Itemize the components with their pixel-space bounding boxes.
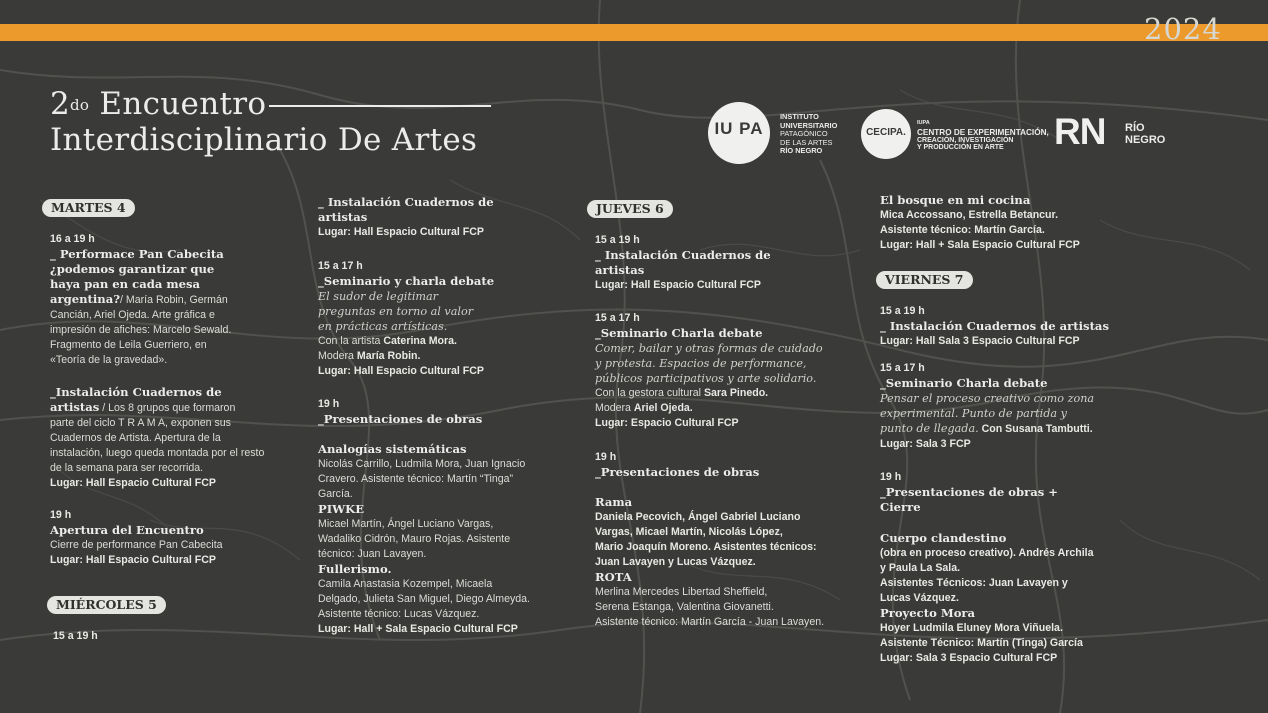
rn-logo-icon: RN (1054, 111, 1106, 152)
page-title (50, 86, 491, 158)
event-performance: 16 a 19 h _ Performace Pan Cabecita ¿podemos garantizar que haya pan en cada mesa argentina?/ María Robin, Germán Cancián, Ariel Ojeda. Arte gráfica e impresión de afiches: Marcelo Sewald. Fragmento de Leila Guerriero, en «Teoría de la gravedad». (50, 233, 232, 366)
title-ordinal-suffix: do (70, 96, 90, 114)
title-line-2: Interdisciplinario De Artes (50, 122, 478, 158)
miercoles-time: 15 a 19 h (53, 630, 98, 642)
rn-logo-text: RÍO NEGRO (1125, 122, 1166, 146)
title-word: Encuentro (99, 86, 267, 122)
column-jueves (587, 198, 673, 218)
accent-bar (0, 24, 1268, 41)
event-apertura: 19 h Apertura del Encuentro Cierre de performance Pan Cabecita Lugar: Hall Espacio Cultural FCP (50, 509, 223, 566)
event-instalacion-miercoles: _ Instalación Cuadernos de artistas Lugar: Hall Espacio Cultural FCP (318, 195, 494, 238)
cecipa-logo-text: IUPA CENTRO DE EXPERIMENTACIÓN, CREACIÓN, INVESTIGACIÓN Y PRODUCCIÓN EN ARTE (917, 120, 1049, 151)
event-presentaciones-miercoles: 19 h _Presentaciones de obras (318, 398, 483, 426)
works-jueves: Rama Daniela Pecovich, Ángel Gabriel Luciano Vargas, Micael Martín, Nicolás López, Mario Joaquín Moreno. Asistentes técnicos: Juan Lavayen y Lucas Vázquez. ROTA Merlina Mercedes Libertad Sheffield, Serena Estanga, Valentina Giovanetti. Asistente técnico: Martín García - Juan Lavayen. (595, 495, 825, 628)
day-badge-jueves: JUEVES 6 (587, 200, 673, 218)
event-presentaciones-jueves: 19 h _Presentaciones de obras (595, 451, 760, 479)
column-miercoles (47, 594, 166, 614)
title-line-1 (50, 86, 491, 122)
event-seminario-viernes: 15 a 17 h _Seminario Charla debate Pensar el proceso creativo como zona experimental. Punto de partida y punto de llegada. Con Susana Tambutti. Lugar: Sala 3 FCP (880, 362, 1095, 450)
work-bosque: El bosque en mi cocina Mica Accossano, Estrella Betancur. Asistente técnico: Martín García. Lugar: Hall + Sala Espacio Cultural FCP (880, 193, 1080, 251)
cecipa-logo-icon: CECIPA. (861, 109, 911, 159)
title-rule (269, 105, 491, 107)
event-instalacion-martes: _Instalación Cuadernos de artistas / Los 8 grupos que formaron parte del ciclo T R A M A, exponen sus Cuadernos de Artista. Apertura de la instalación, luego queda montada por el resto de la semana para ser recorrida. Lugar: Hall Espacio Cultural FCP (50, 385, 265, 489)
event-seminario-miercoles: 15 a 17 h _Seminario y charla debate El sudor de legitimar preguntas en torno al valor en prácticas artísticas. Con la artista Caterina Mora. Modera María Robin. Lugar: Hall Espacio Cultural FCP (318, 260, 495, 377)
day-badge-viernes: VIERNES 7 (876, 271, 973, 289)
column-viernes (876, 269, 973, 289)
works-miercoles: Analogías sistemáticas Nicolás Carrillo, Ludmila Mora, Juan Ignacio Cravero. Asistente técnico: Martín “Tinga” García. PIWKE Micael Martín, Ángel Luciano Vargas, Wadaliko Cidrón, Mauro Rojas. Asistente técnico: Juan Lavayen. Fullerismo. Camila Anastasia Kozempel, Micaela Delgado, Julieta San Miguel, Diego Almeyda. Asistente técnico: Lucas Vázquez. Lugar: Hall + Sala Espacio Cultural FCP (318, 442, 530, 635)
event-instalacion-viernes: 15 a 19 h _ Instalación Cuadernos de artistas Lugar: Hall Sala 3 Espacio Cultural FCP (880, 305, 1109, 347)
works-viernes: Cuerpo clandestino (obra en proceso creativo). Andrés Archila y Paula La Sala. Asistentes Técnicos: Juan Lavayen y Lucas Vázquez. Proyecto Mora Hoyer Ludmila Eluney Mora Viñuela. Asistente Técnico: Martín (Tinga) García Lugar: Sala 3 Espacio Cultural FCP (880, 531, 1094, 664)
logos (708, 102, 1188, 166)
year: 2024 (1144, 12, 1222, 46)
day-badge-miercoles: MIÉRCOLES 5 (47, 596, 166, 614)
event-presentaciones-viernes: 19 h _Presentaciones de obras + Cierre (880, 471, 1059, 514)
event-seminario-jueves: 15 a 17 h _Seminario Charla debate Comer, bailar y otras formas de cuidado y protesta. Espacios de performance, públicos participativos y arte solidario. Con la gestora cultural Sara Pinedo. Modera Ariel Ojeda. Lugar: Espacio Cultural FCP (595, 312, 823, 429)
column-martes (42, 197, 282, 217)
day-badge-martes: MARTES 4 (42, 199, 135, 217)
event-instalacion-jueves: 15 a 19 h _ Instalación Cuadernos de artistas Lugar: Hall Espacio Cultural FCP (595, 234, 771, 291)
iupa-logo-icon: IU PA (708, 102, 770, 164)
iupa-logo-text: INSTITUTO UNIVERSITARIO PATAGÓNICO DE LAS ARTES RÍO NEGRO (780, 112, 838, 155)
title-ordinal: 2 (50, 86, 71, 122)
